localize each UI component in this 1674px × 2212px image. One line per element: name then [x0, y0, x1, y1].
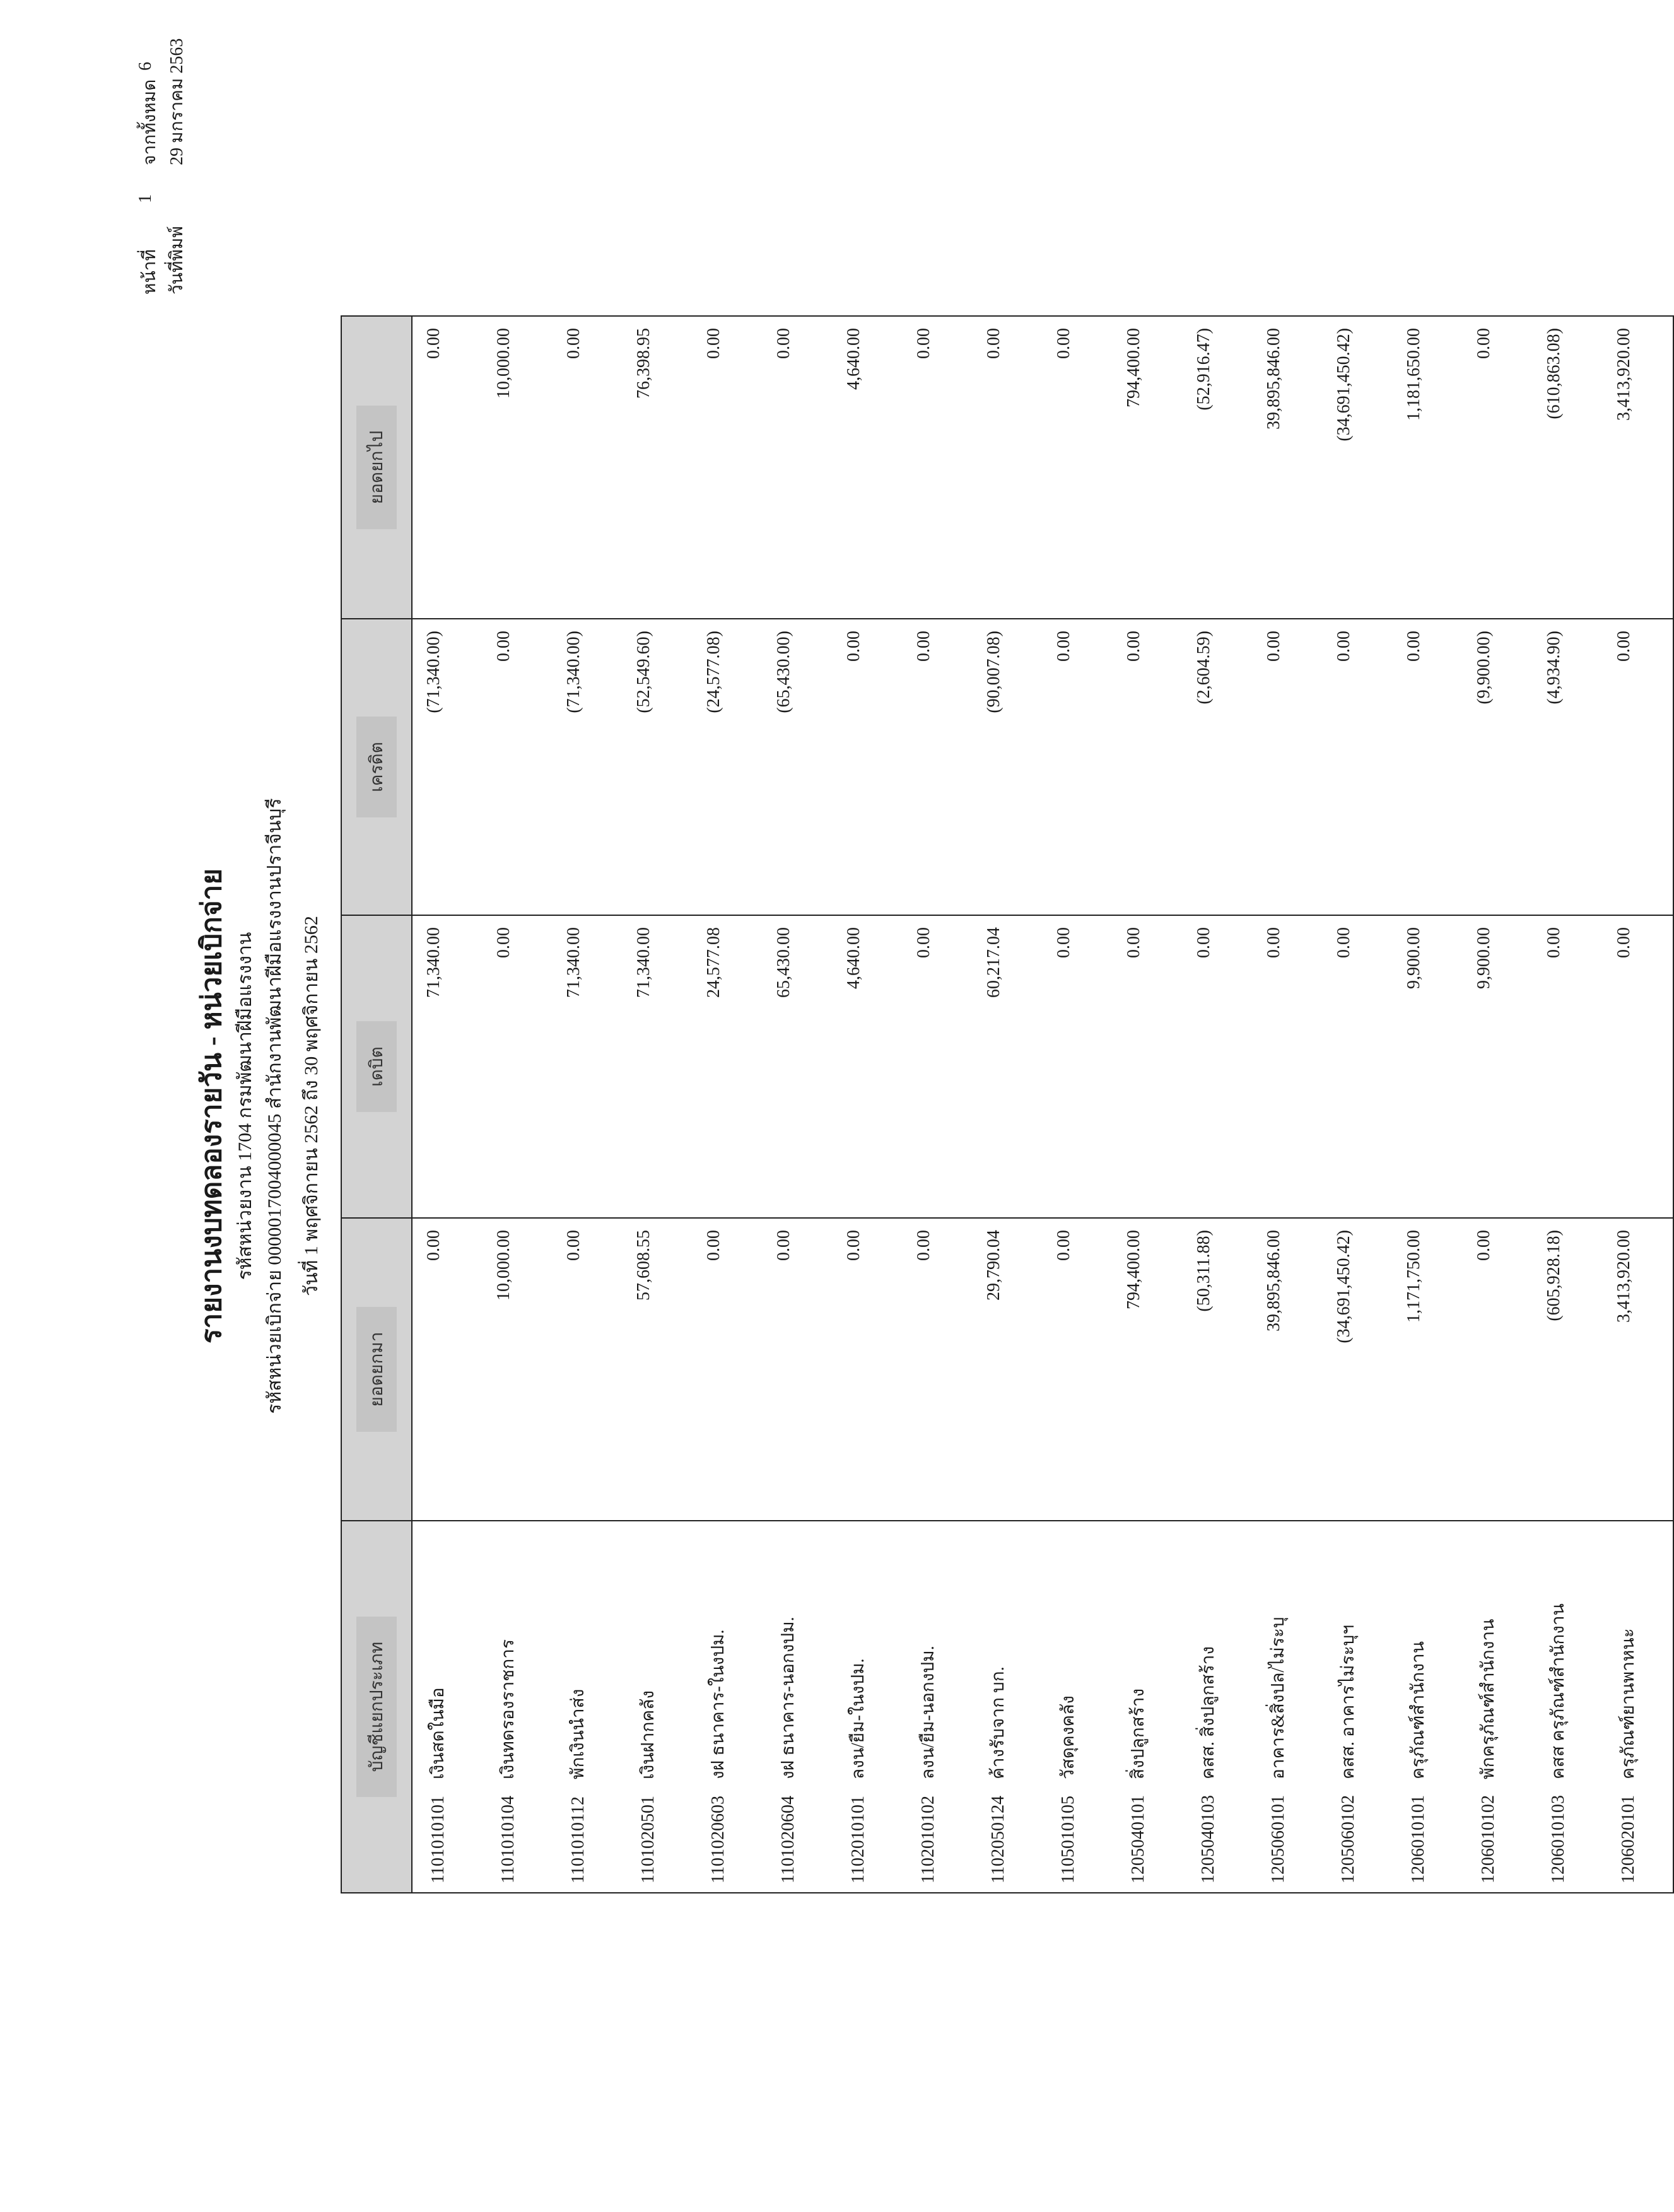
credit-cell: 0.00 [1603, 619, 1673, 915]
account-name: งฝ ธนาคาร-ในงปม. [708, 1629, 728, 1779]
debit-cell: 60,217.04 [973, 915, 1043, 1218]
table-row [1533, 316, 1603, 1893]
table-row [483, 316, 553, 1893]
brought-forward-cell: (605,928.18) [1533, 1218, 1603, 1521]
carried-forward-cell: (52,916.47) [1183, 316, 1253, 619]
brought-forward-cell: 0.00 [903, 1218, 973, 1521]
account-cell [623, 1521, 693, 1893]
account-name: ลงน/ยืม-ในงปม. [848, 1658, 868, 1779]
account-name: อาคาร&สิ่งปล/ไม่ระบุ [1268, 1617, 1288, 1779]
account-code: 1206010101 [1408, 1795, 1428, 1883]
account-code: 1101010112 [568, 1796, 588, 1883]
account-name: งฝ ธนาคาร-นอกงปม. [778, 1617, 798, 1779]
account-name: เงินสดในมือ [428, 1687, 448, 1779]
table-row [1603, 316, 1673, 1893]
brought-forward-cell: 0.00 [763, 1218, 833, 1521]
credit-cell: 0.00 [483, 619, 553, 915]
carried-forward-cell: 0.00 [693, 316, 763, 619]
debit-cell: 0.00 [1253, 915, 1323, 1218]
brought-forward-cell: 0.00 [412, 1218, 483, 1521]
table-row [693, 316, 763, 1893]
account-code: 1205060101 [1268, 1795, 1288, 1883]
credit-cell: (2,604.59) [1183, 619, 1253, 915]
carried-forward-cell: (34,691,450.42) [1323, 316, 1393, 619]
account-code: 1206020101 [1618, 1795, 1638, 1883]
credit-cell: (65,430.00) [763, 619, 833, 915]
credit-cell: (9,900.00) [1463, 619, 1533, 915]
carried-forward-cell: 76,398.95 [623, 316, 693, 619]
disbursement-unit-line: รหัสหน่วยเบิกจ่าย 0000017004000045 สำนักงานพัฒนาฝีมือแรงงานปราจีนบุรี [264, 798, 285, 1414]
debit-cell: 71,340.00 [553, 915, 623, 1218]
brought-forward-cell: (34,691,450.42) [1323, 1218, 1393, 1521]
column-header-credit: เครดิต [341, 619, 412, 915]
account-cell [553, 1521, 623, 1893]
account-code: 1101020603 [708, 1796, 728, 1883]
account-code: 1102010101 [848, 1796, 868, 1883]
brought-forward-cell: 0.00 [1043, 1218, 1113, 1521]
credit-cell: 0.00 [1393, 619, 1463, 915]
table-row [1043, 316, 1113, 1893]
account-name: ครุภัณฑ์สำนักงาน [1408, 1641, 1428, 1779]
brought-forward-cell: 39,895,846.00 [1253, 1218, 1323, 1521]
print-date: 29 มกราคม 2563 [167, 38, 187, 165]
table-row [1323, 316, 1393, 1893]
brought-forward-cell: 0.00 [553, 1218, 623, 1521]
account-code: 1101020501 [638, 1796, 658, 1883]
debit-cell: 0.00 [1043, 915, 1113, 1218]
credit-cell: (24,577.08) [693, 619, 763, 915]
account-code: 1101010101 [428, 1796, 448, 1883]
table-header-row [341, 316, 412, 1893]
account-name: คสส ครุภัณฑ์สำนักงาน [1548, 1603, 1568, 1779]
credit-cell: 0.00 [833, 619, 903, 915]
table-row [1393, 316, 1463, 1893]
account-code: 1101010104 [498, 1796, 518, 1883]
carried-forward-cell: 0.00 [763, 316, 833, 619]
credit-cell: (71,340.00) [553, 619, 623, 915]
account-code: 1205040103 [1198, 1795, 1218, 1883]
brought-forward-cell: 57,608.55 [623, 1218, 693, 1521]
account-code: 1205040101 [1128, 1795, 1148, 1883]
carried-forward-cell: 0.00 [412, 316, 483, 619]
account-name: ค้างรับจาก บก. [988, 1666, 1008, 1779]
brought-forward-cell: 794,400.00 [1113, 1218, 1183, 1521]
carried-forward-cell: (610,863.08) [1533, 316, 1603, 619]
account-cell [693, 1521, 763, 1893]
credit-cell: 0.00 [903, 619, 973, 915]
account-cell [973, 1521, 1043, 1893]
credit-cell: (71,340.00) [412, 619, 483, 915]
carried-forward-cell: 10,000.00 [483, 316, 553, 619]
credit-cell: 0.00 [1113, 619, 1183, 915]
debit-cell: 0.00 [1183, 915, 1253, 1218]
account-code: 1102050124 [988, 1796, 1008, 1883]
account-name: ลงน/ยืม-นอกงปม. [918, 1646, 938, 1779]
account-cell [1463, 1521, 1533, 1893]
carried-forward-cell: 3,413,920.00 [1603, 316, 1673, 619]
account-name: วัสดุคงคลัง [1058, 1695, 1078, 1779]
debit-cell: 0.00 [903, 915, 973, 1218]
column-header-account: บัญชีแยกประเภท [341, 1521, 412, 1893]
account-name: คสส. สิ่งปลูกสร้าง [1198, 1646, 1218, 1779]
brought-forward-cell: 0.00 [693, 1218, 763, 1521]
account-name: คสส. อาคารไม่ระบุฯ [1338, 1624, 1358, 1779]
account-cell [1113, 1521, 1183, 1893]
credit-cell: 0.00 [1323, 619, 1393, 915]
account-cell [1043, 1521, 1113, 1893]
table-row [1113, 316, 1183, 1893]
debit-cell: 0.00 [483, 915, 553, 1218]
credit-cell: (90,007.08) [973, 619, 1043, 915]
credit-cell: (52,549.60) [623, 619, 693, 915]
debit-cell: 9,900.00 [1393, 915, 1463, 1218]
table-body [412, 316, 1673, 1893]
table-row [973, 316, 1043, 1893]
page-number: 1 [136, 194, 155, 203]
debit-cell: 9,900.00 [1463, 915, 1533, 1218]
table-row [903, 316, 973, 1893]
debit-cell: 4,640.00 [833, 915, 903, 1218]
table-row [763, 316, 833, 1893]
carried-forward-cell: 1,181,650.00 [1393, 316, 1463, 619]
carried-forward-cell: 4,640.00 [833, 316, 903, 619]
account-name: ครุภัณฑ์ยานพาหนะ [1618, 1628, 1638, 1779]
account-cell [1183, 1521, 1253, 1893]
account-cell [1323, 1521, 1393, 1893]
carried-forward-cell: 0.00 [973, 316, 1043, 619]
carried-forward-cell: 0.00 [1043, 316, 1113, 619]
table-row [412, 316, 483, 1893]
carried-forward-cell: 794,400.00 [1113, 316, 1183, 619]
print-date-label: วันที่พิมพ์ [167, 226, 187, 295]
account-code: 1206010103 [1548, 1795, 1568, 1883]
account-cell [903, 1521, 973, 1893]
column-header-brought-forward: ยอดยกมา [341, 1218, 412, 1521]
brought-forward-cell: 10,000.00 [483, 1218, 553, 1521]
account-cell [763, 1521, 833, 1893]
carried-forward-cell: 0.00 [1463, 316, 1533, 619]
credit-cell: 0.00 [1253, 619, 1323, 915]
carried-forward-cell: 0.00 [553, 316, 623, 619]
debit-cell: 0.00 [1323, 915, 1393, 1218]
trial-balance-table [341, 315, 1674, 1893]
debit-cell: 0.00 [1603, 915, 1673, 1218]
table-row [1183, 316, 1253, 1893]
report-title: รายงานงบทดลองรายวัน - หน่วยเบิกจ่าย [196, 868, 227, 1344]
table-row [1253, 316, 1323, 1893]
report-date-range: วันที่ 1 พฤศจิกายน 2562 ถึง 30 พฤศจิกายน 2562 [301, 916, 322, 1296]
debit-cell: 24,577.08 [693, 915, 763, 1218]
account-code: 1206010102 [1478, 1795, 1498, 1883]
brought-forward-cell: 0.00 [833, 1218, 903, 1521]
debit-cell: 71,340.00 [623, 915, 693, 1218]
account-cell [412, 1521, 483, 1893]
debit-cell: 71,340.00 [412, 915, 483, 1218]
account-name: เงินทดรองราชการ [498, 1639, 518, 1779]
account-name: เงินฝากคลัง [638, 1690, 658, 1779]
credit-cell: (4,934.90) [1533, 619, 1603, 915]
carried-forward-cell: 39,895,846.00 [1253, 316, 1323, 619]
table-row [1463, 316, 1533, 1893]
account-cell [1253, 1521, 1323, 1893]
account-name: สิ่งปลูกสร้าง [1128, 1688, 1148, 1779]
account-cell [833, 1521, 903, 1893]
account-code: 1101020604 [778, 1796, 798, 1883]
carried-forward-cell: 0.00 [903, 316, 973, 619]
brought-forward-cell: 1,171,750.00 [1393, 1218, 1463, 1521]
table-row [553, 316, 623, 1893]
account-cell [1393, 1521, 1463, 1893]
account-code: 1205060102 [1338, 1795, 1358, 1883]
account-cell [1533, 1521, 1603, 1893]
credit-cell: 0.00 [1043, 619, 1113, 915]
column-header-carried-forward: ยอดยกไป [341, 316, 412, 619]
account-code: 1102010102 [918, 1796, 938, 1883]
debit-cell: 65,430.00 [763, 915, 833, 1218]
brought-forward-cell: (50,311.88) [1183, 1218, 1253, 1521]
table-row [623, 316, 693, 1893]
table-row [833, 316, 903, 1893]
total-pages-label: จากทั้งหมด [140, 79, 160, 165]
account-name: พักเงินนำส่ง [568, 1688, 588, 1779]
brought-forward-cell: 29,790.04 [973, 1218, 1043, 1521]
account-cell [1603, 1521, 1673, 1893]
account-cell [483, 1521, 553, 1893]
account-name: พักครุภัณฑ์สำนักงาน [1478, 1618, 1498, 1779]
column-header-debit: เดบิต [341, 915, 412, 1218]
debit-cell: 0.00 [1113, 915, 1183, 1218]
page-label: หน้าที่ [140, 249, 160, 295]
account-code: 1105010105 [1058, 1796, 1078, 1883]
brought-forward-cell: 3,413,920.00 [1603, 1218, 1673, 1521]
brought-forward-cell: 0.00 [1463, 1218, 1533, 1521]
debit-cell: 0.00 [1533, 915, 1603, 1218]
agency-line: รหัสหน่วยงาน 1704 กรมพัฒนาฝีมือแรงงาน [235, 932, 255, 1280]
total-pages-number: 6 [136, 62, 155, 71]
